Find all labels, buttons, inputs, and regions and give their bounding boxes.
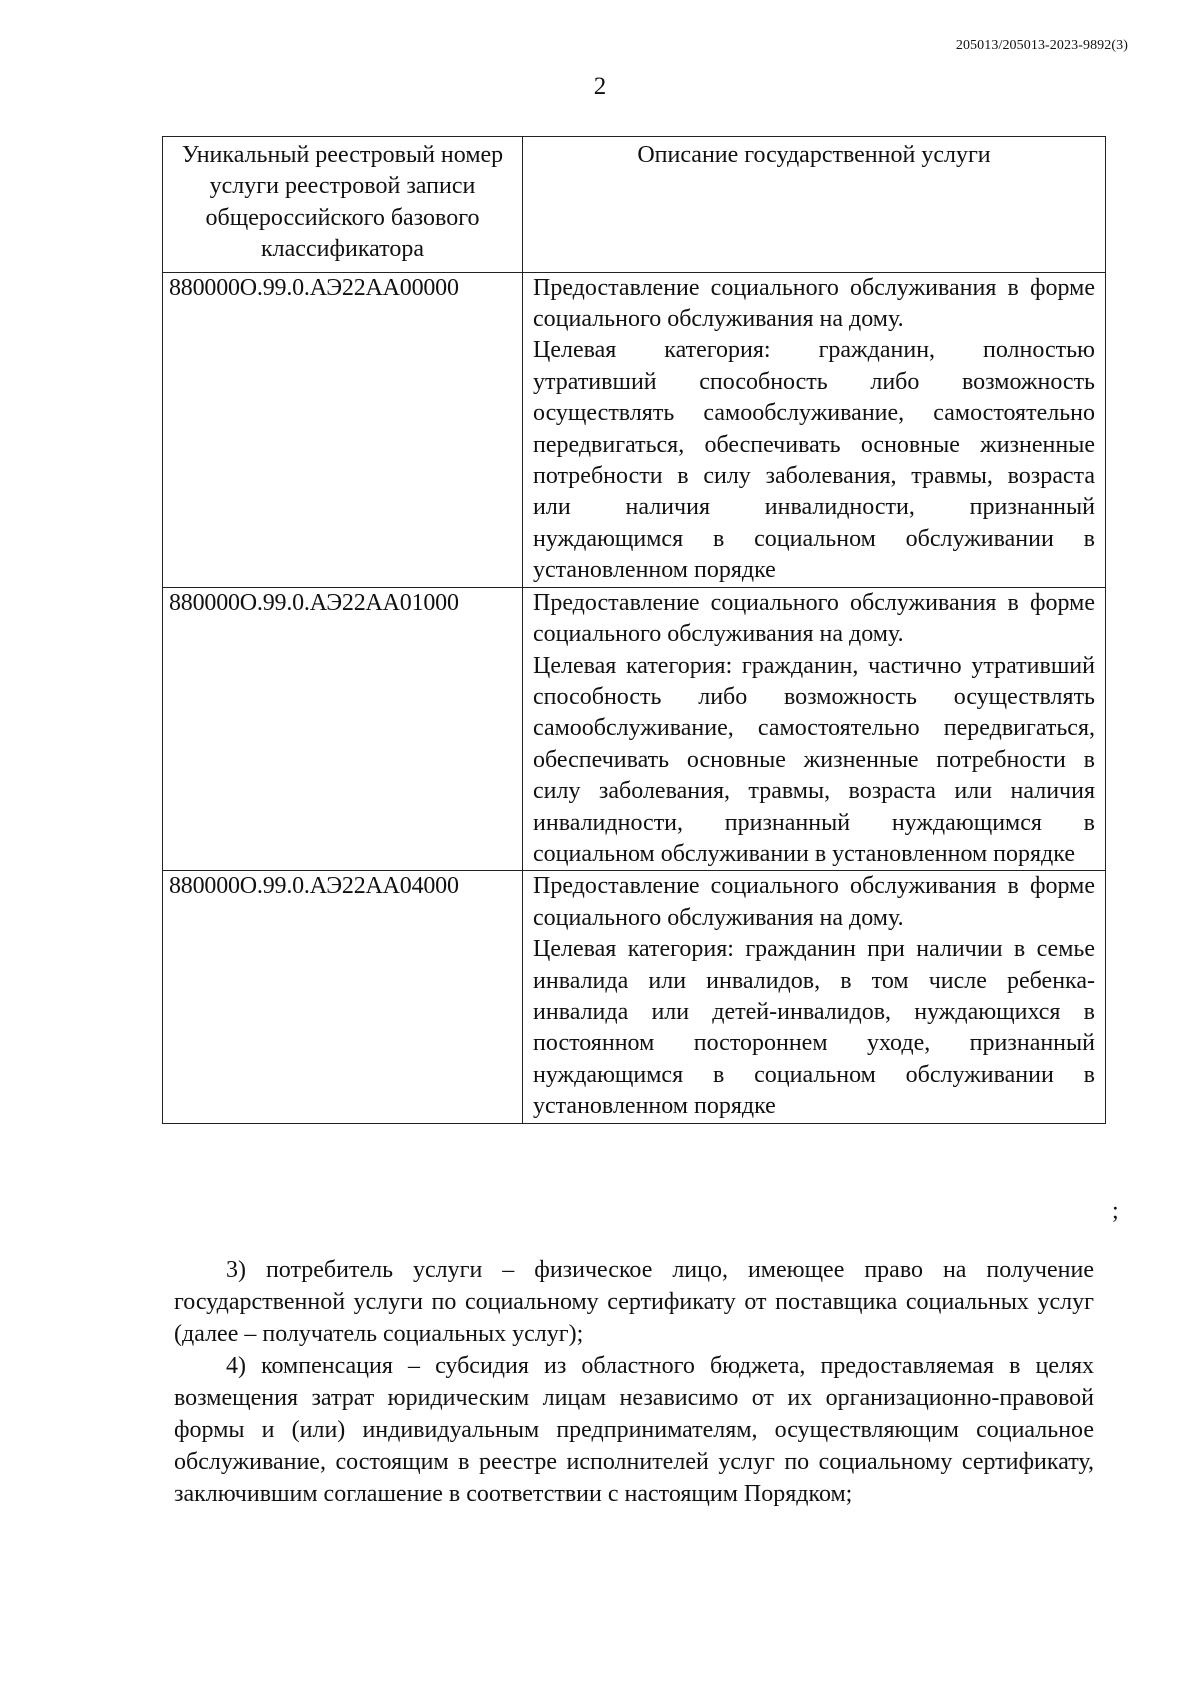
service-name: Предоставление социального обслуживания в форме социального обслуживания на дому. <box>533 589 1095 648</box>
column-header-registry-number: Уникальный реестровый номер услуги реестровой записи общероссийского базового классификатора <box>163 137 523 273</box>
table-row <box>163 871 1106 1123</box>
target-category: Целевая категория: гражданин, частично утративший способность либо возможность осуществлять самообслуживание, самостоятельно передвигаться, обеспечивать основные жизненные потребности в силу заболевания, травмы, возраста или наличия инвалидности, признанный нуждающимся в социальном обслуживании в установленном порядке <box>533 652 1095 867</box>
table-row <box>163 587 1106 871</box>
service-description-cell <box>523 272 1106 587</box>
registry-number-cell: 880000О.99.0.АЭ22АА04000 <box>163 871 523 1123</box>
target-category: Целевая категория: гражданин, полностью утративший способность либо возможность осуществлять самообслуживание, самостоятельно передвигаться, обеспечивать основные жизненные потребности в силу заболевания, травмы, возраста или наличия инвалидности, признанный нуждающимся в социальном обслуживании в установленном порядке <box>533 337 1095 584</box>
paragraph-consumer-definition: 3) потребитель услуги – физическое лицо, имеющее право на получение государственной услуги по социальному сертификату от поставщика социальных услуг (далее – получатель социальных услуг); <box>174 1257 1094 1347</box>
body-text <box>174 1254 1094 1510</box>
document-registration-code: 205013/205013-2023-9892(3) <box>955 38 1128 53</box>
column-header-service-description: Описание государственной услуги <box>523 137 1106 273</box>
registry-number-cell: 880000О.99.0.АЭ22АА00000 <box>163 272 523 587</box>
table-row <box>163 272 1106 587</box>
table-header-row <box>163 137 1106 273</box>
service-name: Предоставление социального обслуживания в форме социального обслуживания на дому. <box>533 873 1095 931</box>
service-description-cell <box>523 871 1106 1123</box>
paragraph-compensation-definition: 4) компенсация – субсидия из областного бюджета, предоставляемая в целях возмещения затрат юридическим лицам независимо от их организационно-правовой формы и (или) индивидуальным предпринимателям, осуществляющим социальное обслуживание, состоящим в реестре исполнителей услуг по социальному сертификату, заключившим соглашение в соответствии с настоящим Порядком; <box>174 1353 1094 1507</box>
table-end-semicolon: ; <box>1112 1198 1119 1224</box>
services-table <box>162 136 1106 1124</box>
page-number: 2 <box>593 73 607 100</box>
service-name: Предоставление социального обслуживания в форме социального обслуживания на дому. <box>533 274 1095 333</box>
target-category: Целевая категория: гражданин при наличии в семье инвалида или инвалидов, в том числе ребенка-инвалида или детей-инвалидов, нуждающихся в постоянном постороннем уходе, признанный нуждающимся в социальном обслуживании в установленном порядке <box>533 936 1095 1120</box>
service-description-cell <box>523 587 1106 871</box>
registry-number-cell: 880000О.99.0.АЭ22АА01000 <box>163 587 523 871</box>
